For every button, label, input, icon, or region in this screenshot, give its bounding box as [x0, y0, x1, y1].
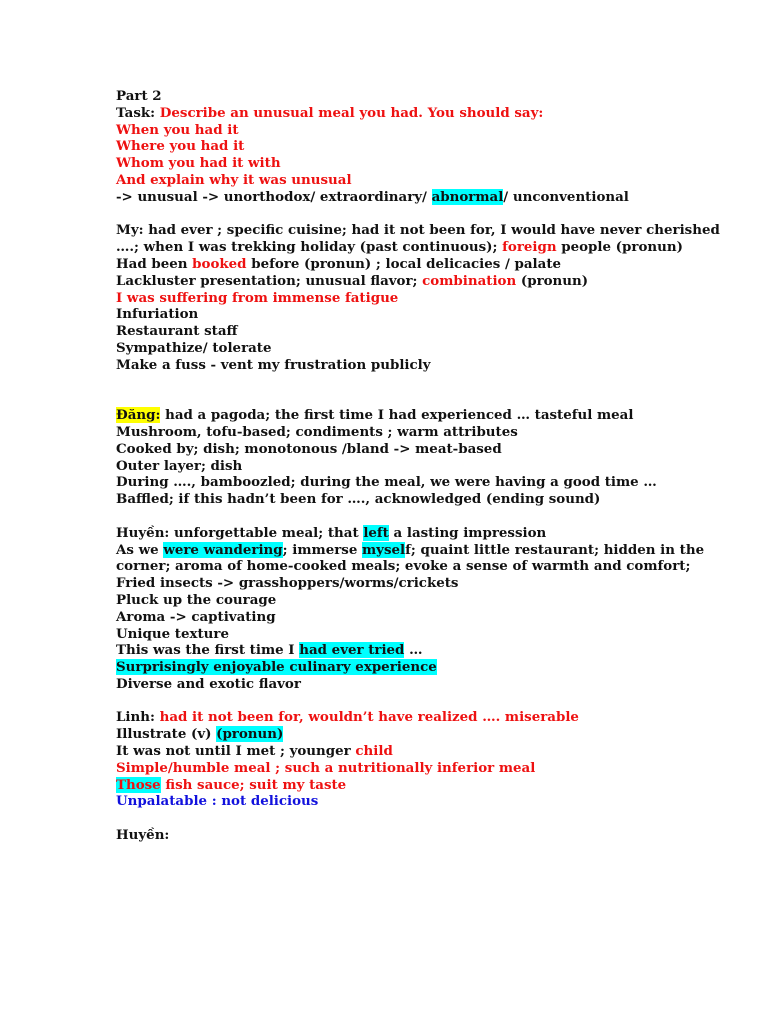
- text-run: -> unusual -> unorthodox/ extraordinary/: [116, 188, 432, 205]
- text-run: before (pronun) ; local delicacies / palate: [246, 255, 562, 272]
- text-line: [116, 88, 646, 105]
- text-line: [116, 105, 646, 122]
- text-run: Pluck up the courage: [116, 591, 277, 608]
- text-line: [116, 474, 657, 491]
- text-run: fish sauce; suit my taste: [160, 776, 347, 793]
- text-run: Task:: [116, 104, 160, 121]
- highlighted-text: Đăng:: [116, 407, 161, 424]
- text-run: This was the first time I: [116, 642, 300, 659]
- text-run: Fried insects -> grasshoppers/worms/crickets: [116, 575, 459, 592]
- text-run: booked: [192, 255, 247, 272]
- text-run: Outer layer; dish: [116, 457, 243, 474]
- text-run: Infuriation: [116, 306, 199, 323]
- text-line: [116, 306, 646, 323]
- text-run: My: had ever ; specific cuisine; had it not been for, I would have never cherished: [116, 222, 720, 239]
- text-line: [116, 592, 646, 609]
- text-run: Linh:: [116, 709, 160, 726]
- highlighted-text: left: [363, 524, 389, 541]
- highlighted-text: Surprisingly enjoyable culinary experience: [116, 659, 437, 676]
- text-run: Had been: [116, 255, 193, 272]
- text-run: child: [355, 743, 393, 760]
- text-line: [116, 541, 705, 559]
- text-line: [116, 122, 646, 139]
- text-line: [116, 793, 646, 810]
- blank-line: [116, 390, 646, 407]
- highlighted-text: abnormal: [431, 188, 504, 205]
- text-line: [116, 239, 683, 256]
- text-run: had it not been for, wouldn’t have realized …. miserable: [159, 709, 579, 726]
- text-line: [116, 743, 646, 760]
- blank-line: [116, 206, 646, 223]
- text-run: Whom you had it with: [116, 155, 281, 172]
- text-line: [116, 558, 691, 575]
- text-run: Huyền:: [116, 827, 170, 844]
- text-run: Lackluster presentation; unusual flavor;: [116, 272, 423, 289]
- text-run: Describe an unusual meal you had. You should say:: [159, 104, 544, 121]
- text-run: Diverse and exotic flavor: [116, 675, 301, 692]
- text-line: [116, 709, 646, 726]
- text-line: [116, 155, 646, 172]
- text-line: [116, 491, 646, 508]
- text-run: Unique texture: [116, 625, 229, 642]
- text-run: had a pagoda; the first time I had experienced … tasteful meal: [160, 407, 634, 424]
- text-run: a lasting impression: [388, 524, 547, 541]
- text-run: During …., bamboozled; during the meal, we were having a good time …: [116, 474, 657, 491]
- text-line: [116, 273, 646, 290]
- text-line: [116, 575, 646, 592]
- text-run: And explain why it was unusual: [116, 171, 352, 188]
- text-line: [116, 626, 646, 643]
- text-run: Sympathize/ tolerate: [116, 339, 272, 356]
- blank-line: [116, 693, 646, 710]
- text-run: Aroma -> captivating: [116, 608, 276, 625]
- text-line: [116, 407, 646, 424]
- text-line: [116, 138, 646, 155]
- text-run: (pronun): [516, 272, 589, 289]
- text-line: [116, 609, 646, 626]
- text-line: [116, 676, 646, 693]
- text-run: Part 2: [116, 88, 162, 104]
- text-run: I was suffering from immense fatigue: [116, 289, 399, 306]
- text-run: / unconventional: [503, 188, 629, 205]
- highlighted-text: (pronun): [216, 726, 284, 743]
- text-run: corner; aroma of home-cooked meals; evoke a sense of warmth and comfort;: [116, 558, 691, 575]
- text-run: As we: [116, 541, 164, 558]
- highlighted-text: mysel: [362, 541, 406, 558]
- text-line: [116, 726, 646, 743]
- text-run: f; quaint little restaurant; hidden in the: [405, 541, 705, 558]
- text-line: [116, 323, 646, 340]
- text-run: Mushroom, tofu-based; condiments ; warm attributes: [116, 423, 518, 440]
- highlighted-text: Those: [116, 776, 161, 793]
- text-run: combination: [422, 272, 517, 289]
- blank-line: [116, 374, 646, 391]
- text-run: Where you had it: [116, 138, 245, 155]
- text-run: …: [404, 642, 423, 659]
- text-line: [116, 525, 646, 542]
- text-run: Restaurant staff: [116, 323, 238, 340]
- text-run: Huyền: unforgettable meal; that: [116, 524, 364, 541]
- highlighted-text: had ever tried: [299, 642, 405, 659]
- blank-line: [116, 810, 646, 827]
- text-run: Simple/humble meal ; such a nutritionally inferior meal: [116, 759, 536, 776]
- text-line: [116, 827, 646, 844]
- notes-body: [116, 88, 720, 844]
- text-run: Illustrate (v): [116, 726, 217, 743]
- text-run: ; immerse: [282, 541, 362, 558]
- text-run: Make a fuss - vent my frustration publicly: [116, 356, 431, 373]
- text-line: [116, 357, 646, 374]
- text-run: Baffled; if this hadn’t been for …., acknowledged (ending sound): [116, 491, 601, 508]
- text-line: [116, 172, 646, 189]
- text-line: [116, 760, 646, 777]
- text-line: [116, 256, 646, 273]
- text-run: ….; when I was trekking holiday (past continuous);: [116, 239, 503, 256]
- text-run: people (pronun): [556, 239, 683, 256]
- text-run: Unpalatable : not delicious: [116, 793, 319, 810]
- text-run: It was not until I met ; younger: [116, 743, 356, 760]
- highlighted-text: were wandering: [163, 541, 283, 558]
- text-line: [116, 424, 646, 441]
- text-line: [116, 340, 646, 357]
- text-line: [116, 659, 646, 676]
- text-line: [116, 222, 720, 239]
- text-line: [116, 777, 646, 794]
- text-line: [116, 189, 646, 206]
- text-line: [116, 642, 646, 659]
- text-line: [116, 290, 646, 307]
- text-run: Cooked by; dish; monotonous /bland -> meat-based: [116, 440, 502, 457]
- text-line: [116, 441, 646, 458]
- text-run: foreign: [502, 239, 557, 256]
- text-line: [116, 458, 646, 475]
- blank-line: [116, 508, 646, 525]
- text-run: When you had it: [116, 121, 239, 138]
